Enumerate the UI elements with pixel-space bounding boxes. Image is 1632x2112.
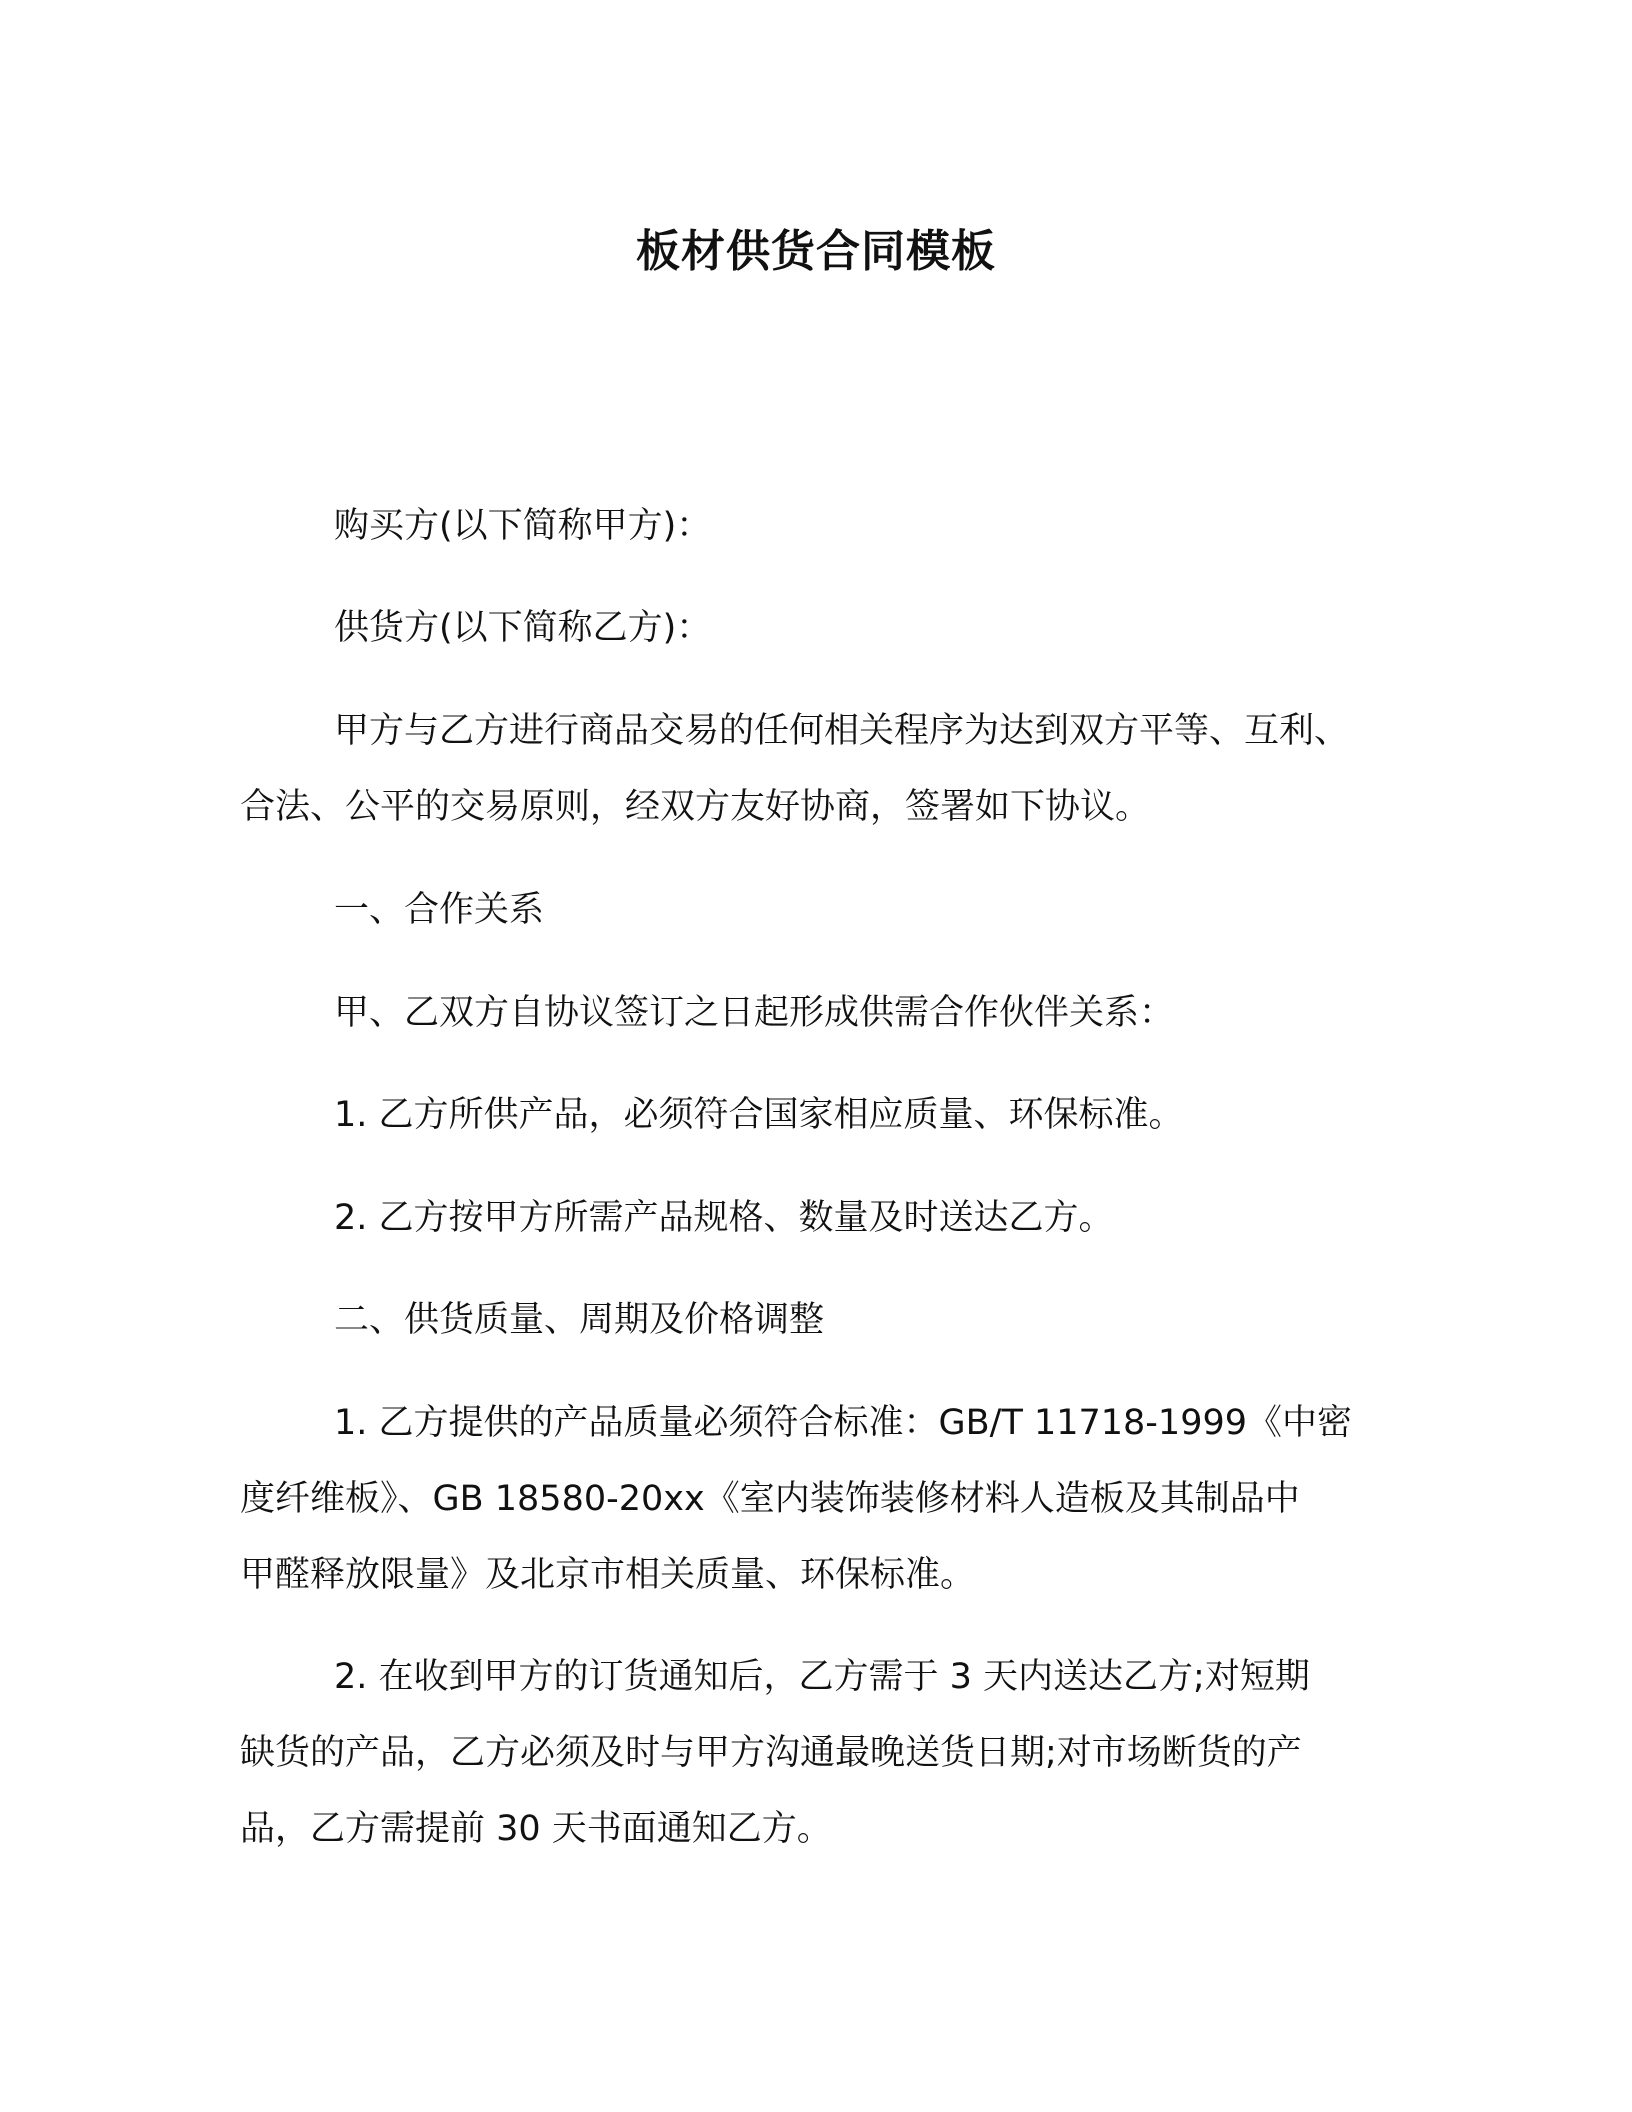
paragraph-line: 缺货的产品，乙方必须及时与甲方沟通最晚送货日期;对市场断货的产	[240, 1733, 1302, 1773]
section1-intro	[240, 975, 1390, 1051]
section1-item1	[240, 1077, 1390, 1153]
section2-heading	[240, 1282, 1390, 1358]
list-item: 2. 乙方按甲方所需产品规格、数量及时送达乙方。	[334, 1198, 1114, 1238]
paragraph-line: 合法、公平的交易原则，经双方友好协商，签署如下协议。	[240, 787, 1151, 827]
paragraph-line: 甲方与乙方进行商品交易的任何相关程序为达到双方平等、互利、	[334, 711, 1350, 751]
buyer-line	[240, 488, 1390, 564]
list-item: 1. 乙方提供的产品质量必须符合标准：GB/T 11718-1999《中密	[334, 1403, 1352, 1443]
section-heading: 一、合作关系	[334, 890, 545, 930]
paragraph-line: 供货方(以下简称乙方)：	[334, 608, 712, 648]
section2-item2	[240, 1639, 1390, 1867]
supplier-line	[240, 590, 1390, 666]
list-item: 1. 乙方所供产品，必须符合国家相应质量、环保标准。	[334, 1095, 1184, 1135]
intro-paragraph	[240, 693, 1390, 845]
document-title: 板材供货合同模板	[636, 226, 996, 277]
paragraph-line: 购买方(以下简称甲方)：	[334, 506, 712, 546]
paragraph-line: 甲、乙双方自协议签订之日起形成供需合作伙伴关系：	[334, 993, 1175, 1033]
section1-item2	[240, 1180, 1390, 1256]
paragraph-line: 品，乙方需提前 30 天书面通知乙方。	[240, 1809, 832, 1849]
paragraph-line: 度纤维板》、GB 18580-20xx《室内装饰装修材料人造板及其制品中	[240, 1479, 1300, 1519]
section2-item1	[240, 1385, 1390, 1613]
list-item: 2. 在收到甲方的订货通知后，乙方需于 3 天内送达乙方;对短期	[334, 1657, 1310, 1697]
paragraph-line: 甲醛释放限量》及北京市相关质量、环保标准。	[240, 1555, 976, 1595]
section1-heading	[240, 872, 1390, 948]
section-heading: 二、供货质量、周期及价格调整	[334, 1300, 825, 1340]
